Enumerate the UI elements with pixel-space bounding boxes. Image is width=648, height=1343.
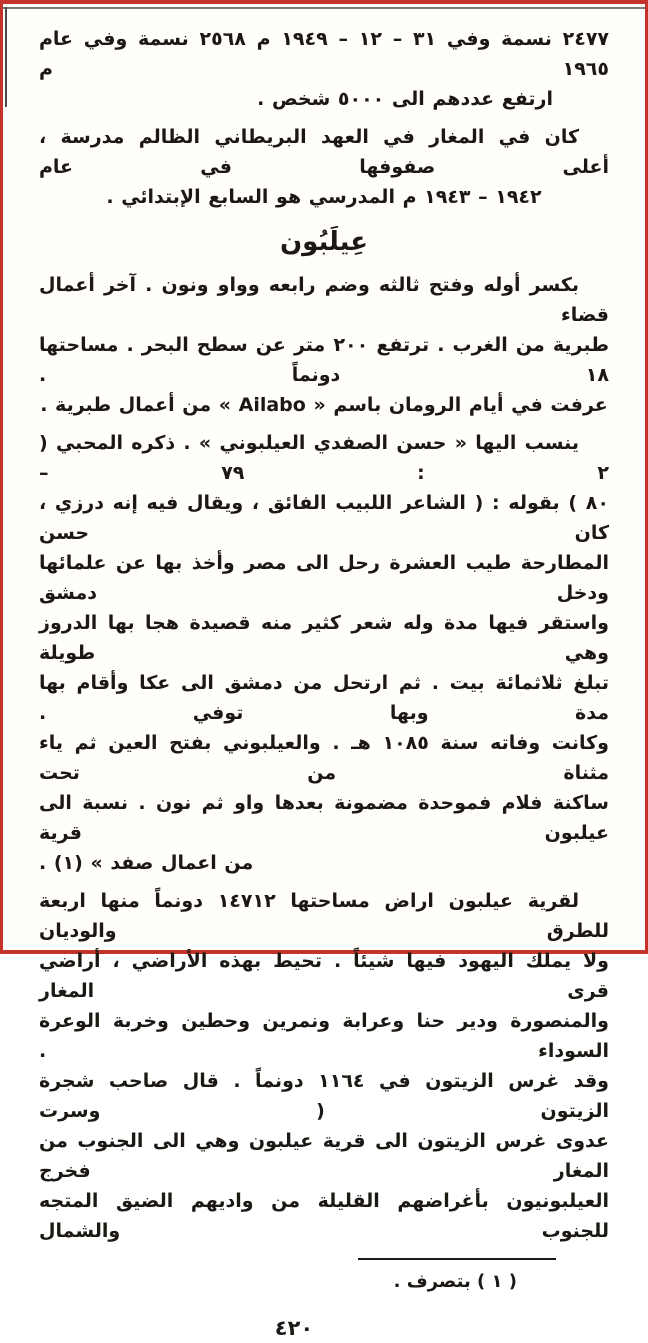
scan-edge-line-left	[5, 7, 7, 107]
text-line: ساكنة فلام فموحدة مضمونة بعدها واو ثم نون . نسبة الى عيلبون قرية	[39, 792, 609, 844]
text-line: تبلغ ثلاثمائة بيت . ثم ارتحل من دمشق الى عكا وأقام بها مدة وبها توفي .	[39, 672, 609, 724]
paragraph-hasan-alsafadi	[39, 428, 609, 878]
text-line: ٨٠ ) بقوله : ( الشاعر اللبيب الفائق ، ويقال فيه إنه درزي ، كان حسن	[39, 492, 609, 544]
text-line: من اعمال صفد » (١) .	[39, 852, 254, 874]
paragraph-population	[39, 24, 609, 114]
paragraph-name-etymology	[39, 270, 609, 420]
section-heading-eilabun: عِيلَبُون	[279, 227, 369, 257]
scan-edge-line-top	[3, 7, 645, 9]
text-line: ٢٤٧٧ نسمة وفي ٣١ – ١٢ – ١٩٤٩ م ٢٥٦٨ نسمة وفي عام ١٩٦٥ م	[39, 28, 610, 80]
text-line: ارتفع عددهم الى ٥٠٠٠ شخص .	[257, 88, 553, 110]
text-line: لقرية عيلبون اراض مساحتها ١٤٧١٢ دونماً منها اربعة للطرق والوديان	[39, 890, 609, 942]
text-line: ولا يملك اليهود فيها شيئاً . تحيط بهذه الأراضي ، أراضي قرى المغار	[39, 950, 609, 1002]
footnote: ( ١ ) بتصرف .	[393, 1271, 517, 1292]
page-text-block	[39, 24, 609, 1343]
text-line: وكانت وفاته سنة ١٠٨٥ هـ . والعيلبوني بفتح العين ثم ياء مثناة من تحت	[39, 732, 609, 784]
paragraph-village-lands	[39, 886, 609, 1246]
text-line: ينسب اليها « حسن الصفدي العيلبوني » . ذكره المحبي ( ٢ : ٧٩ –	[39, 432, 609, 484]
text-line: كان في المغار في العهد البريطاني الظالم مدرسة ، أعلى صفوفها في عام	[39, 126, 609, 178]
footnote-separator	[358, 1258, 556, 1260]
text-line: واستقر فيها مدة وله شعر كثير منه قصيدة هجا بها الدروز وهي طويلة	[39, 612, 609, 664]
text-line: المطارحة طيب العشرة رحل الى مصر وأخذ بها عن علمائها ودخل دمشق	[39, 552, 609, 604]
text-line: العيلبونيون بأغراضهم القليلة من واديهم الضيق المتجه للجنوب والشمال	[39, 1190, 609, 1242]
text-line: ١٩٤٢ – ١٩٤٣ م المدرسي هو السابع الإبتدائي .	[106, 186, 542, 208]
text-line: بكسر أوله وفتح ثالثه وضم رابعه وواو ونون . آخر أعمال قضاء	[39, 274, 609, 326]
text-line: عرفت في أيام الرومان باسم « Ailabo » من أعمال طبرية .	[40, 394, 608, 416]
paragraph-school	[39, 122, 609, 212]
page-number: ٤٢٠	[274, 1316, 314, 1340]
text-line: طبرية من الغرب . ترتفع ٢٠٠ متر عن سطح البحر . مساحتها ١٨ دونماً .	[39, 334, 609, 386]
text-line: عدوى غرس الزيتون الى قرية عيلبون وهي الى الجنوب من المغار فخرج	[39, 1130, 609, 1182]
text-line: وقد غرس الزيتون في ١١٦٤ دونماً . قال صاحب شجرة الزيتون ( وسرت	[39, 1070, 609, 1122]
text-line: والمنصورة ودير حنا وعرابة ونمرين وحطين وخربة الوعرة السوداء .	[39, 1010, 609, 1062]
